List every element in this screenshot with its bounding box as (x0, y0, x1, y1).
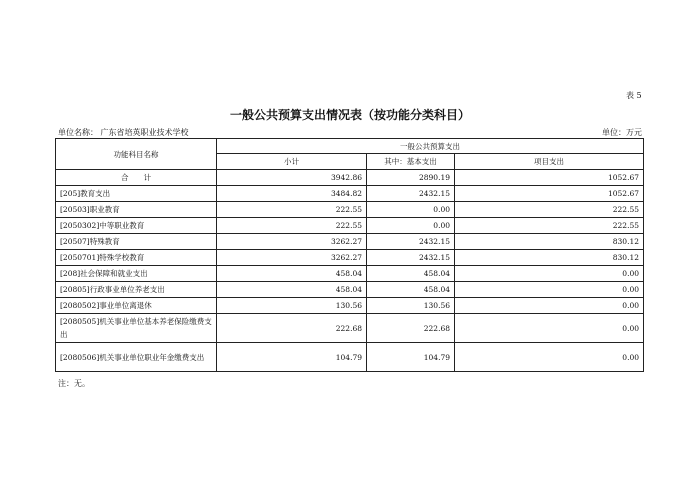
row-subtotal: 130.56 (217, 298, 367, 314)
table-row (56, 314, 644, 343)
row-project: 222.55 (455, 218, 644, 234)
row-project: 1052.67 (455, 186, 644, 202)
row-basic: 104.79 (367, 343, 455, 372)
row-name: [20805]行政事业单位养老支出 (56, 282, 217, 298)
row-basic: 0.00 (367, 202, 455, 218)
row-name: [2050701]特殊学校教育 (56, 250, 217, 266)
document-title: 一般公共预算支出情况表（按功能分类科目） (229, 108, 470, 122)
row-subtotal: 458.04 (217, 266, 367, 282)
budget-table (55, 138, 644, 372)
row-name: [20507]特殊教育 (56, 234, 217, 250)
row-basic: 458.04 (367, 282, 455, 298)
row-subtotal: 3942.86 (217, 170, 367, 186)
row-name: [2080502]事业单位离退休 (56, 298, 217, 314)
col-header-basic: 其中：基本支出 (367, 154, 455, 170)
table-number: 表 5 (626, 91, 642, 100)
row-subtotal: 222.68 (217, 314, 367, 343)
table-row (56, 202, 644, 218)
table-row (56, 250, 644, 266)
unit-measure: 单位：万元 (602, 128, 642, 137)
row-name: [2080505]机关事业单位基本养老保险缴费支出 (56, 314, 217, 343)
row-project: 0.00 (455, 298, 644, 314)
table-row (56, 186, 644, 202)
table-row (56, 234, 644, 250)
row-basic: 130.56 (367, 298, 455, 314)
row-project: 0.00 (455, 282, 644, 298)
row-project: 222.55 (455, 202, 644, 218)
row-name: [20503]职业教育 (56, 202, 217, 218)
row-subtotal: 104.79 (217, 343, 367, 372)
row-subtotal: 3484.82 (217, 186, 367, 202)
row-name: [205]教育支出 (56, 186, 217, 202)
row-subtotal: 3262.27 (217, 234, 367, 250)
table-row (56, 298, 644, 314)
row-subtotal: 222.55 (217, 202, 367, 218)
row-basic: 2432.15 (367, 186, 455, 202)
row-name: [208]社会保障和就业支出 (56, 266, 217, 282)
footnote: 注：无。 (58, 379, 90, 388)
row-basic: 2432.15 (367, 234, 455, 250)
table-row (56, 282, 644, 298)
col-header-group: 一般公共预算支出 (217, 139, 644, 154)
row-basic: 222.68 (367, 314, 455, 343)
col-header-project: 项目支出 (455, 154, 644, 170)
row-basic: 0.00 (367, 218, 455, 234)
col-header-name: 功能科目名称 (56, 139, 217, 170)
row-project: 0.00 (455, 266, 644, 282)
row-name: 合 计 (56, 170, 217, 186)
row-project: 0.00 (455, 314, 644, 343)
row-name: [2050302]中等职业教育 (56, 218, 217, 234)
table-row (56, 266, 644, 282)
row-project: 830.12 (455, 250, 644, 266)
row-project: 830.12 (455, 234, 644, 250)
table-row (56, 170, 644, 186)
row-name: [2080506]机关事业单位职业年金缴费支出 (56, 343, 217, 372)
row-project: 1052.67 (455, 170, 644, 186)
row-subtotal: 222.55 (217, 218, 367, 234)
header-row (56, 139, 644, 154)
row-subtotal: 3262.27 (217, 250, 367, 266)
row-basic: 458.04 (367, 266, 455, 282)
row-basic: 2432.15 (367, 250, 455, 266)
row-subtotal: 458.04 (217, 282, 367, 298)
table-row (56, 218, 644, 234)
unit-name: 单位名称： 广东省培英职业技术学校 (58, 128, 189, 137)
row-project: 0.00 (455, 343, 644, 372)
col-header-subtotal: 小计 (217, 154, 367, 170)
table-row (56, 343, 644, 372)
row-basic: 2890.19 (367, 170, 455, 186)
